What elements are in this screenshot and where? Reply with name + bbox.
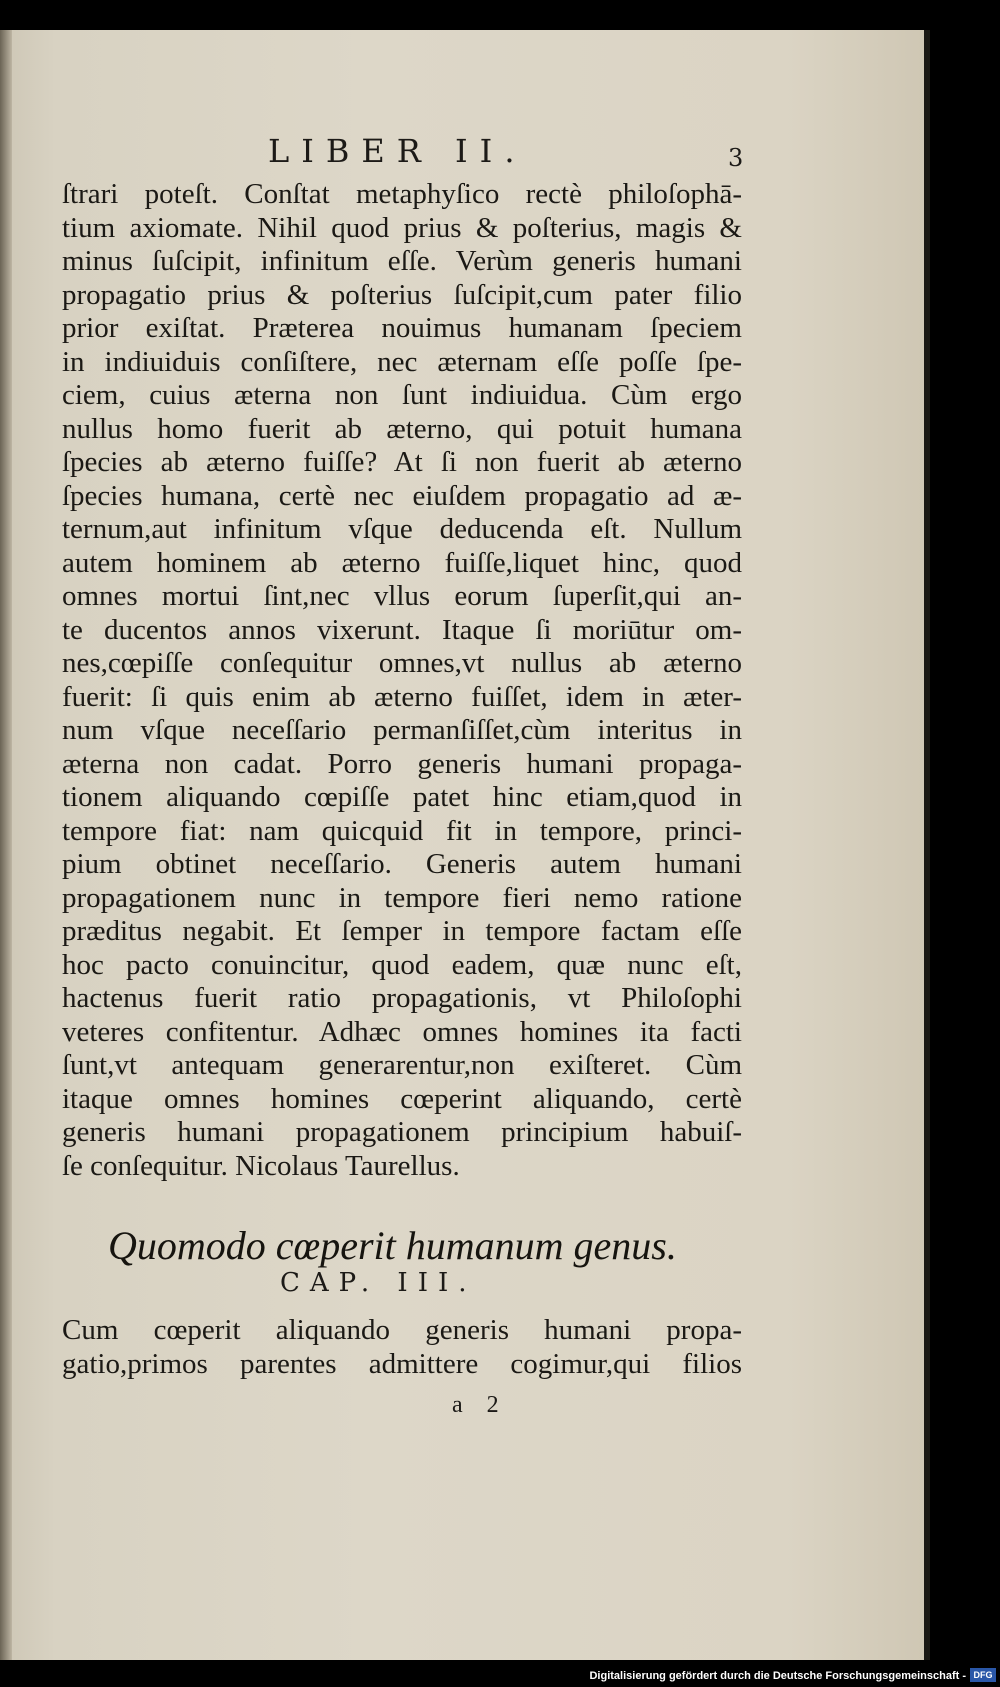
text-line: prior exiſtat. Præterea nouimus humanam ſpeciem: [62, 312, 742, 344]
text-line: pium obtinet neceſſario. Generis autem humani: [62, 848, 742, 880]
text-line: veteres confitentur. Adhæc omnes homines ita facti: [62, 1015, 742, 1048]
text-line: autem hominem ab æterno fuiſſe,liquet hinc, quod: [62, 546, 742, 579]
page-number: 3: [728, 144, 744, 172]
text-line: ciem, cuius æterna non ſunt indiuidua. Cùm ergo: [62, 379, 742, 411]
passage-1: [62, 178, 742, 1183]
text-line: ſpecies ab æterno fuiſſe? At ſi non fuerit ab æterno: [62, 446, 742, 478]
text-line: propagationem nunc in tempore fieri nemo ratione: [62, 881, 742, 914]
text-line: præditus negabit. Et ſemper in tempore factam eſſe: [62, 915, 742, 947]
signature-mark: a 2: [452, 1392, 499, 1418]
text-line: omnes mortui ſint,nec vllus eorum ſuperſit,qui an-: [62, 580, 742, 612]
text-line: minus ſuſcipit, infinitum eſſe. Verùm generis humani: [62, 245, 742, 277]
text-line: propagatio prius & poſterius ſuſcipit,cum pater filio: [62, 278, 742, 311]
text-line: itaque omnes homines cœperint aliquando, certè: [62, 1082, 742, 1115]
running-head: LIBER II.: [268, 132, 527, 170]
text-line: nullus homo fuerit ab æterno, qui potuit humana: [62, 412, 742, 445]
text-line: ſtrari poteſt. Conſtat metaphyſico rectè philoſophā-: [62, 178, 742, 210]
chapter-title: Quomodo cœperit humanum genus.: [108, 1223, 677, 1268]
text-line: gatio,primos parentes admittere cogimur,qui filios: [62, 1347, 742, 1380]
text-line: generis humani propagationem principium habuiſ-: [62, 1116, 742, 1148]
text-line: tium axiomate. Nihil quod prius & poſterius, magis &: [62, 211, 742, 244]
text-line: tempore fiat: nam quicquid fit in tempore, princi-: [62, 814, 742, 847]
dfg-logo-icon: DFG: [970, 1668, 996, 1682]
text-line: ternum,aut infinitum vſque deducenda eſt. Nullum: [62, 513, 742, 545]
text-line: num vſque neceſſario permanſiſſet,cùm interitus in: [62, 714, 742, 746]
text-line: ſe conſequitur. Nicolaus Taurellus.: [62, 1149, 460, 1182]
text-line: in indiuiduis conſiſtere, nec æternam eſſe poſſe ſpe-: [62, 345, 742, 378]
text-line: ſpecies humana, certè nec eiuſdem propagatio ad æ-: [62, 479, 742, 512]
text-line: hoc pacto conuincitur, quod eadem, quæ nunc eſt,: [62, 948, 742, 981]
passage-2: [62, 1314, 742, 1381]
chapter-number: CAP. III.: [280, 1268, 477, 1298]
text-line: Cum cœperit aliquando generis humani propa-: [62, 1314, 742, 1346]
text-line: nes,cœpiſſe conſequitur omnes,vt nullus ab æterno: [62, 647, 742, 679]
text-line: æterna non cadat. Porro generis humani propaga-: [62, 747, 742, 780]
text-line: te ducentos annos vixerunt. Itaque ſi moriūtur om-: [62, 613, 742, 646]
page-header: [0, 108, 924, 172]
text-line: tionem aliquando cœpiſſe patet hinc etiam,quod in: [62, 781, 742, 813]
text-line: hactenus fuerit ratio propagationis, vt Philoſophi: [62, 982, 742, 1014]
text-line: fuerit: ſi quis enim ab æterno fuiſſet, idem in æter-: [62, 680, 742, 713]
digitization-credit: Digitalisierung gefördert durch die Deutsche Forschungsgemeinschaft -: [589, 1670, 966, 1682]
text-line: ſunt,vt antequam generarentur,non exiſteret. Cùm: [62, 1049, 742, 1081]
